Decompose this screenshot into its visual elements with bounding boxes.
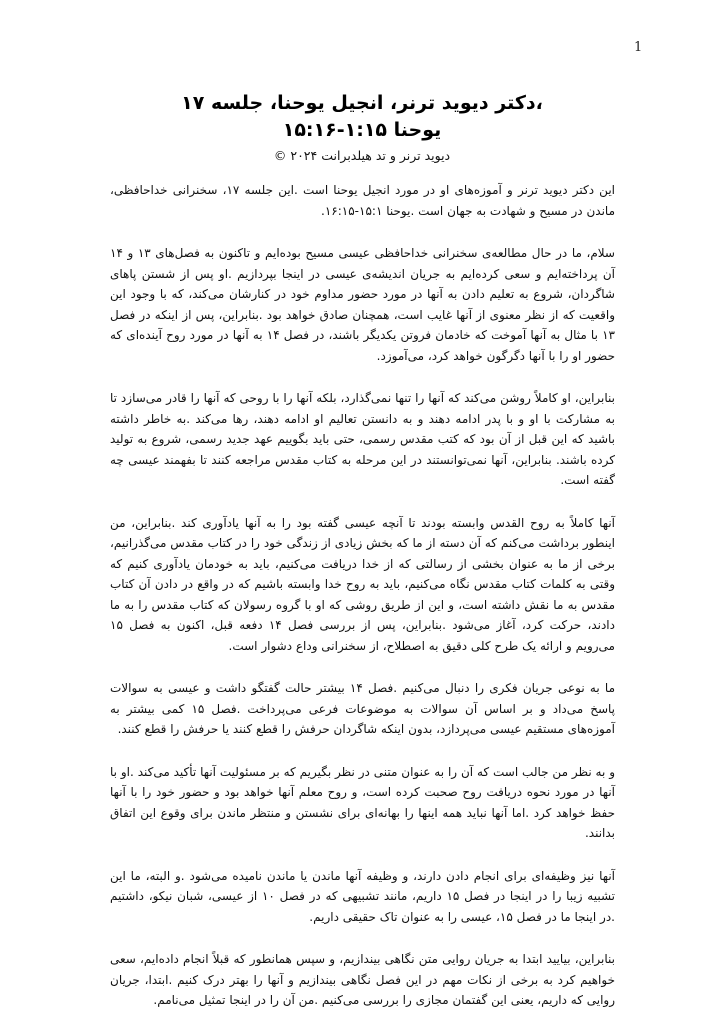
paragraph: این دکتر دیوید ترنر و آموزه‌های او در مورد انجیل یوحنا است .این جلسه ۱۷، سخنرانی خداحافظی، ماندن در مسیح و شهادت به جهان است .یوحنا ۱۵:۱-۱۶:۱۵. — [110, 183, 615, 218]
paragraph: آنها نیز وظیفه‌ای برای انجام دادن دارند، و وظیفه آنها ماندن یا ماندن نامیده می‌شود .و البته، ما این تشبیه زیبا را در اینجا در فصل ۱۵ داریم، مانند تشبیهی که در فصل ۱۰ از عیسی، شبان نیکو، داشتیم .در اینجا ما در فصل ۱۵، عیسی را به عنوان تاک حقیقی داریم. — [110, 868, 616, 924]
paragraph: سلام، ما در حال مطالعه‌ی سخنرانی خداحافظی عیسی مسیح بوده‌ایم و تاکنون به فصل‌های ۱۳ و ۱۴ آن پرداخته‌ایم و سعی کرده‌ایم به جریان اندیشه‌ی عیسی در اینجا بپردازیم .او پس از شستن پاهای شاگردان، شروع به تعلیم دادن به آنها در مورد حضور مداوم خود در کنارشان می‌کند، که با وجود این واقعیت که از نظر معنوی از آنها غایب است، همچنان صادق خواهد بود .بنابراین، پس از اینکه در فصل ۱۳ با مثال به آنها آموخت که خادمان فروتن یکدیگر باشند، در فصل ۱۴ به آنها در مورد روح آینده‌ای که حضور او را با آنها دگرگون خواهد کرد، می‌آموزد. — [110, 246, 615, 363]
paragraph: بنابراین، او کاملاً روشن می‌کند که آنها را تنها نمی‌گذارد، بلکه آنها را با روحی که آنها را قادر می‌سازد تا به مشارکت با او و با پدر ادامه دهند و به دانستن تعالیم او ادامه دهند، رها می‌کند .به خاطر داشته باشید که این قبل از آن بود که کتب مقدس رسمی، حتی باید بگوییم عهد جدید رسمی، شروع به تولید کرده باشند. بنابراین، آنها نمی‌توانستند در این مرحله به کتاب مقدس مراجعه کنند تا بفهمند عیسی چه گفته است. — [110, 391, 615, 487]
paragraph: و به نظر من جالب است که آن را به عنوان متنی در نظر بگیریم که بر مسئولیت آنها تأکید می‌کند .او با آنها در مورد نحوه دریافت روح صحبت کرده است، و روح معلم آنها خواهد بود و حضور خود را با آنها حفظ خواهد کرد .اما آنها نباید همه اینها را بهانه‌ای برای نشستن و منتظر ماندن برای وقوع این اتفاق بدانند. — [110, 764, 615, 840]
paragraph: ما به نوعی جریان فکری را دنبال می‌کنیم .فصل ۱۴ بیشتر حالت گفتگو داشت و عیسی به سوالات پاسخ می‌داد و بر اساس آن سوالات به موضوعات فرعی می‌پرداخت .فصل ۱۵ کمی بیشتر به آموزه‌های مستقیم عیسی می‌پردازد، بدون اینکه شاگردان حرفش را قطع کنند یا حرفش را قطع کنند. — [110, 681, 615, 736]
page-title: ،دکتر دیوید ترنر، انجیل یوحنا، جلسه ۱۷ — [181, 92, 543, 114]
page-subtitle: یوحنا ۱:۱۵-۱۵:۱۶ — [282, 119, 442, 141]
paragraph: آنها کاملاً به روح القدس وابسته بودند تا آنچه عیسی گفته بود را به آنها یادآوری کند .بنابراین، من اینطور برداشت می‌کنم که آن دسته از ما که بخش زیادی از زندگی خود را در کتاب مقدس می‌گذرانیم، برخی از ما به عنوان بخشی از رسالتی که از خدا دریافت می‌کنیم، باید به خودمان یادآوری کنیم که وقتی به کلمات کتاب مقدس نگاه می‌کنیم، باید به روح خدا وابسته باشیم که در واقع در دادن آن کتاب مقدس به ما نقش داشته است، و این از طریق روشی که او با گروه رسولان که کتاب مقدس را به ما دادند، حرکت کرد، آغاز می‌شود .بنابراین، پس از بررسی فصل ۱۴ دفعه قبل، اکنون به فصل ۱۵ می‌رویم و ارائه یک طرح کلی دقیق به اصطلاح، از سخنرانی وداع دشوار است. — [110, 515, 615, 653]
author-copyright: دیوید ترنر و تد هیلدبرانت ۲۰۲۴ © — [273, 148, 451, 163]
paragraph: بنابراین، بیایید ابتدا به جریان روایی متن نگاهی بیندازیم، و سپس همانطور که قبلاً انجام داده‌ایم، سعی خواهیم کرد به برخی از نکات مهم در این فصل نگاهی بیندازیم و آنها را بهتر درک کنیم .ابتدا، جریان روایی که داریم، یعنی این گفتمان مجازی را بررسی می‌کنیم .من آن را در اینجا تمثیل می‌نامم. — [110, 952, 615, 1007]
document-body — [110, 180, 615, 1033]
title-block — [100, 90, 624, 166]
page-number: 1 — [634, 40, 643, 55]
